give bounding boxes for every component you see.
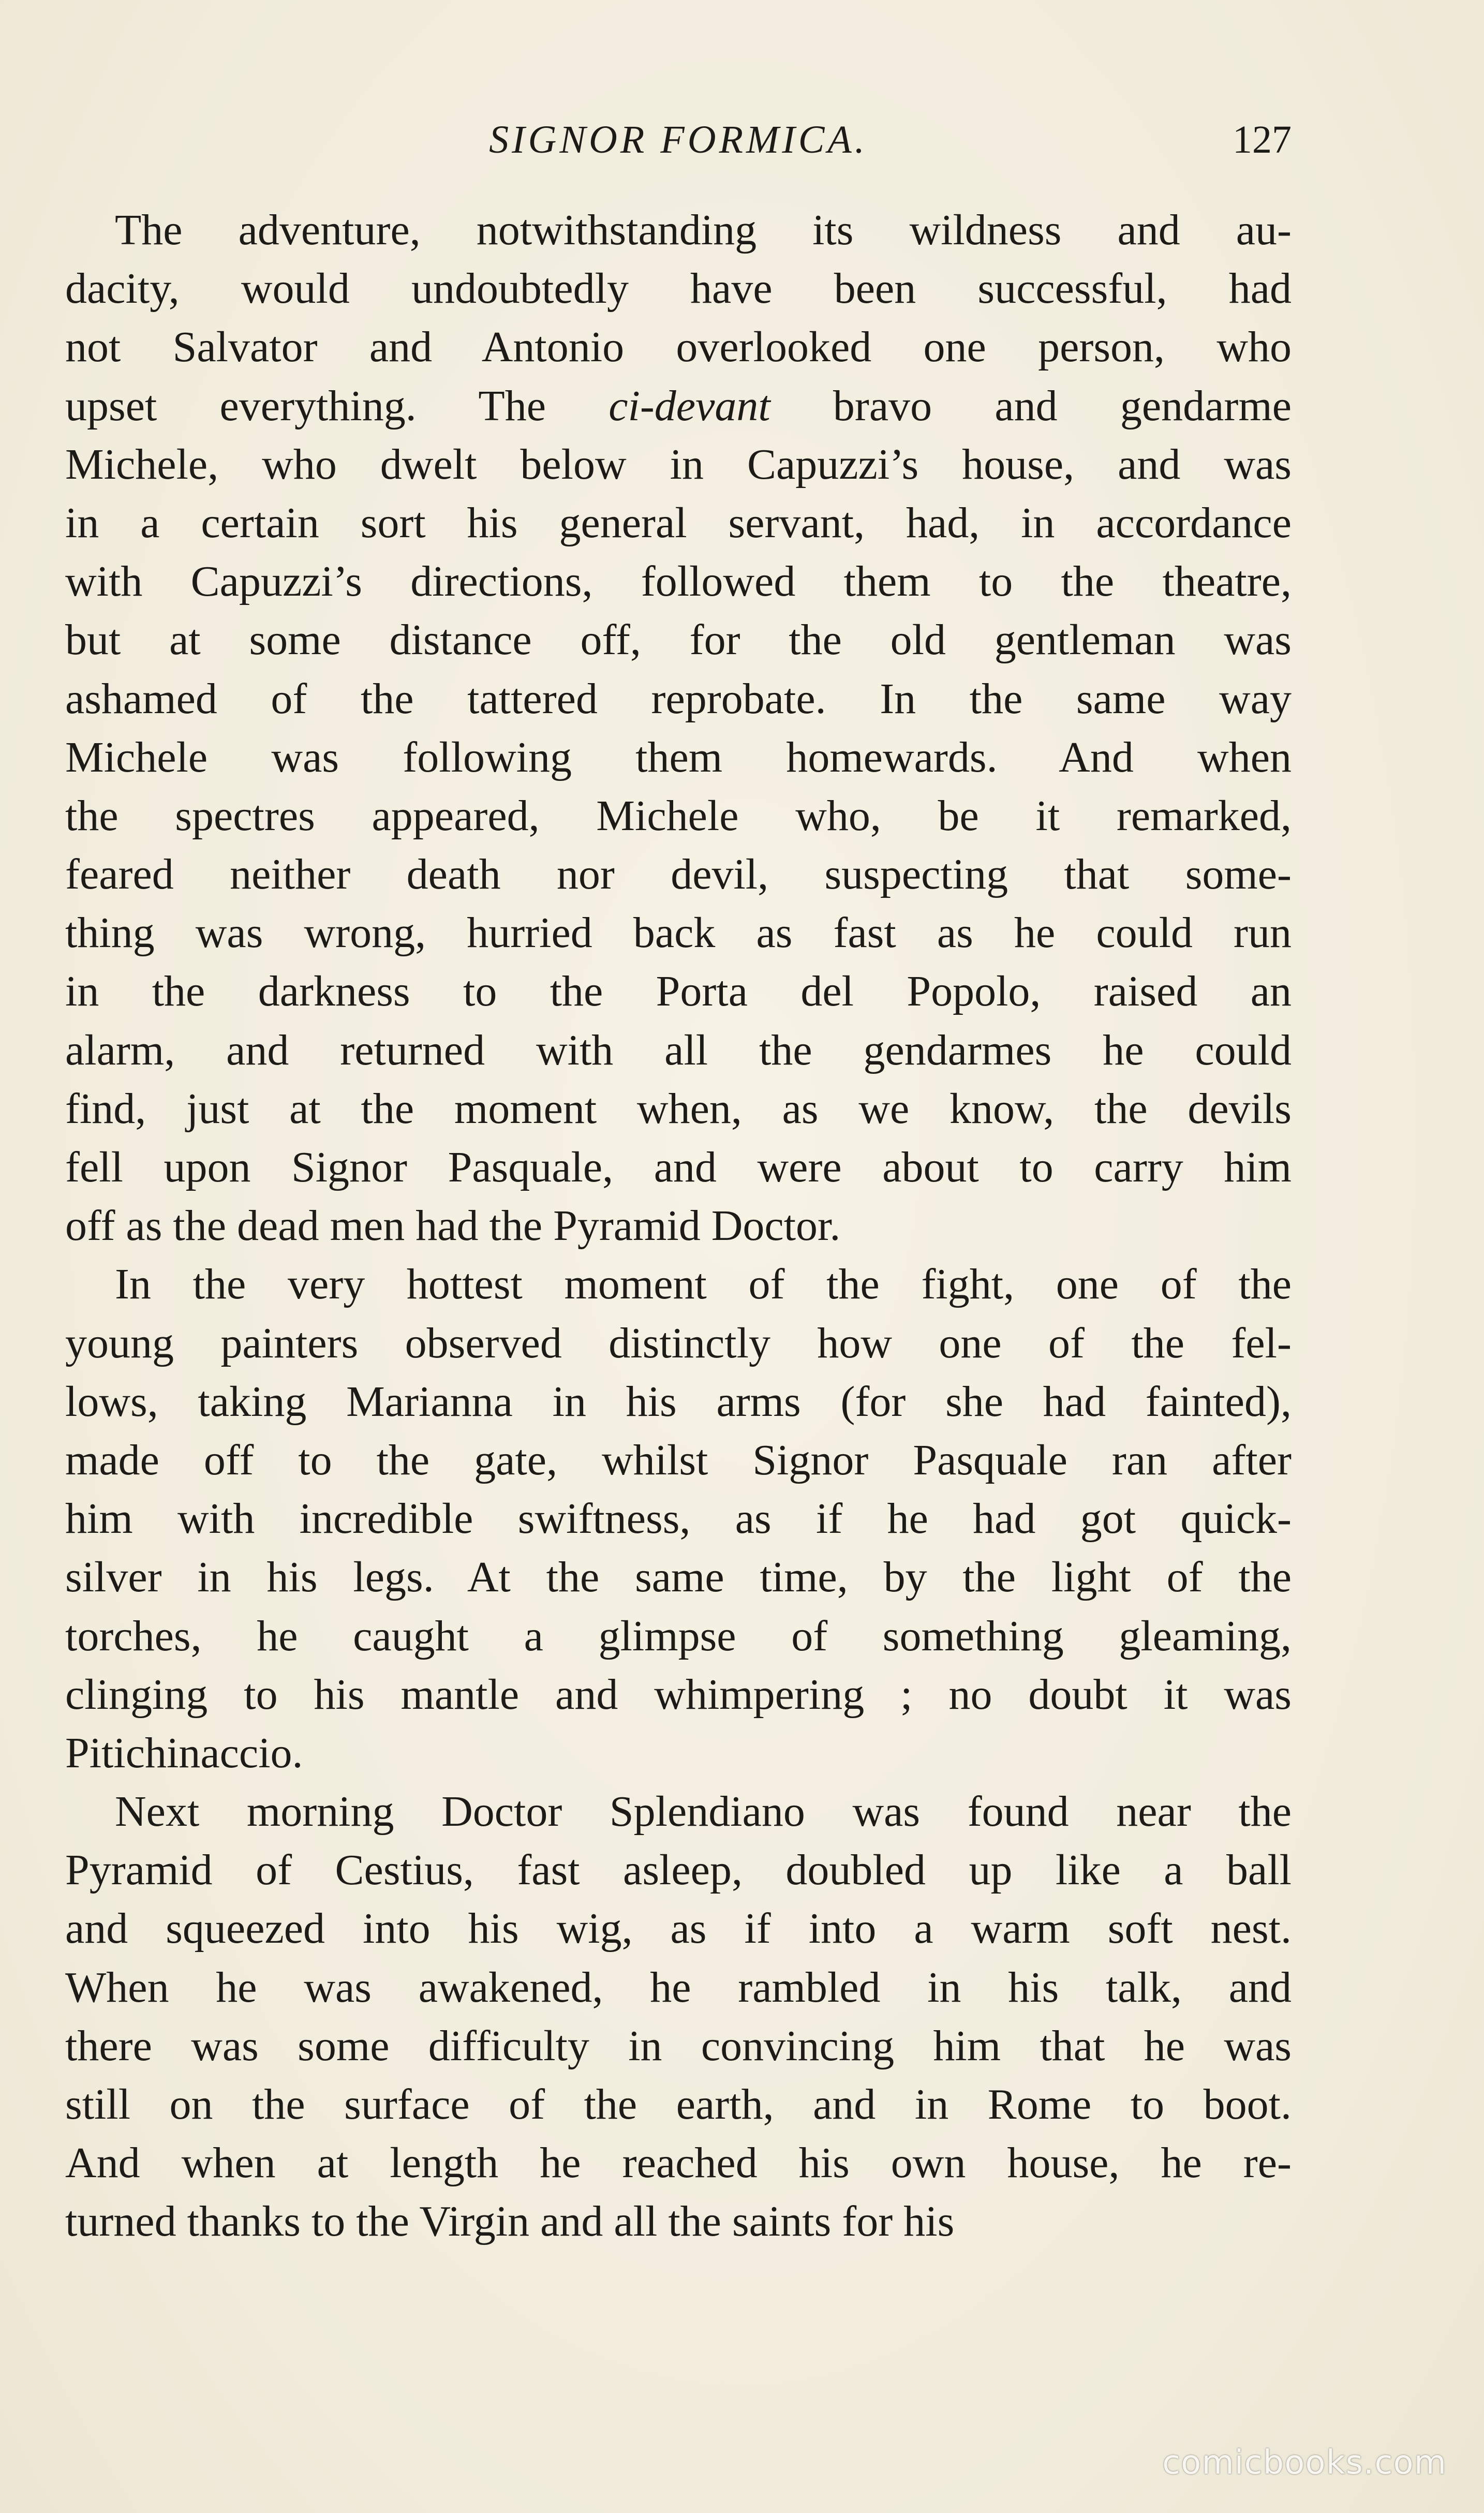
text-line: not Salvator and Antonio overlooked one person, who <box>65 323 1292 372</box>
text-line: feared neither death nor devil, suspecting that some- <box>65 850 1292 899</box>
running-title: SIGNOR FORMICA. <box>489 118 868 161</box>
text-line: off as the dead men had the Pyramid Doctor. <box>65 1202 841 1250</box>
text-line: The adventure, notwithstanding its wildness and au- <box>115 206 1292 254</box>
text-line: lows, taking Marianna in his arms (for she had fainted), <box>65 1377 1292 1426</box>
text-line: made off to the gate, whilst Signor Pasquale ran after <box>65 1436 1292 1484</box>
text-line: torches, he caught a glimpse of something gleaming, <box>65 1612 1292 1660</box>
text-line: in the darkness to the Porta del Popolo, raised an <box>65 967 1292 1016</box>
text-line: the spectres appeared, Michele who, be it remarked, <box>65 791 1292 840</box>
text-line: dacity, would undoubtedly have been successful, had <box>65 264 1292 313</box>
text-line: ashamed of the tattered reprobate. In the same way <box>65 674 1292 723</box>
text-line: upset everything. The ci-devant bravo and gendarme <box>65 381 1292 430</box>
paragraph <box>65 1782 1292 2251</box>
text-line: still on the surface of the earth, and in Rome to boot. <box>65 2080 1292 2128</box>
text-line: In the very hottest moment of the fight, one of the <box>115 1260 1292 1309</box>
text-line: Pyramid of Cestius, fast asleep, doubled up like a ball <box>65 1846 1292 1895</box>
text-line: with Capuzzi’s directions, followed them to the theatre, <box>65 557 1292 606</box>
body-text <box>65 201 1292 2251</box>
text-line: thing was wrong, hurried back as fast as he could run <box>65 909 1292 957</box>
running-header <box>65 109 1292 171</box>
paragraph <box>65 201 1292 1255</box>
text-line: but at some distance off, for the old gentleman was <box>65 616 1292 664</box>
text-line: Michele was following them homewards. And when <box>65 733 1292 781</box>
text-line: fell upon Signor Pasquale, and were about to carry him <box>65 1143 1292 1191</box>
text-line: in a certain sort his general servant, had, in accordance <box>65 498 1292 547</box>
paragraph <box>65 1255 1292 1782</box>
text-line: find, just at the moment when, as we know, the devils <box>65 1084 1292 1133</box>
text-line: Next morning Doctor Splendiano was found near the <box>115 1787 1292 1836</box>
text-line: And when at length he reached his own house, he re- <box>65 2139 1292 2187</box>
page-number: 127 <box>1233 118 1292 161</box>
text-line: clinging to his mantle and whimpering ; no doubt it was <box>65 1670 1292 1719</box>
text-line: Pitichinaccio. <box>65 1728 303 1777</box>
text-line: and squeezed into his wig, as if into a warm soft nest. <box>65 1904 1292 1953</box>
text-line: Michele, who dwelt below in Capuzzi’s house, and was <box>65 440 1292 489</box>
text-line: When he was awakened, he rambled in his talk, and <box>65 1963 1292 2012</box>
text-line: turned thanks to the Virgin and all the saints for his <box>65 2197 955 2246</box>
text-line: alarm, and returned with all the gendarmes he could <box>65 1026 1292 1074</box>
text-line: silver in his legs. At the same time, by the light of the <box>65 1553 1292 1602</box>
text-line: there was some difficulty in convincing him that he was <box>65 2021 1292 2070</box>
text-line: him with incredible swiftness, as if he had got quick- <box>65 1495 1292 1543</box>
text-line: young painters observed distinctly how one of the fel- <box>65 1319 1292 1367</box>
watermark: comicbooks.com <box>1162 2444 1447 2482</box>
